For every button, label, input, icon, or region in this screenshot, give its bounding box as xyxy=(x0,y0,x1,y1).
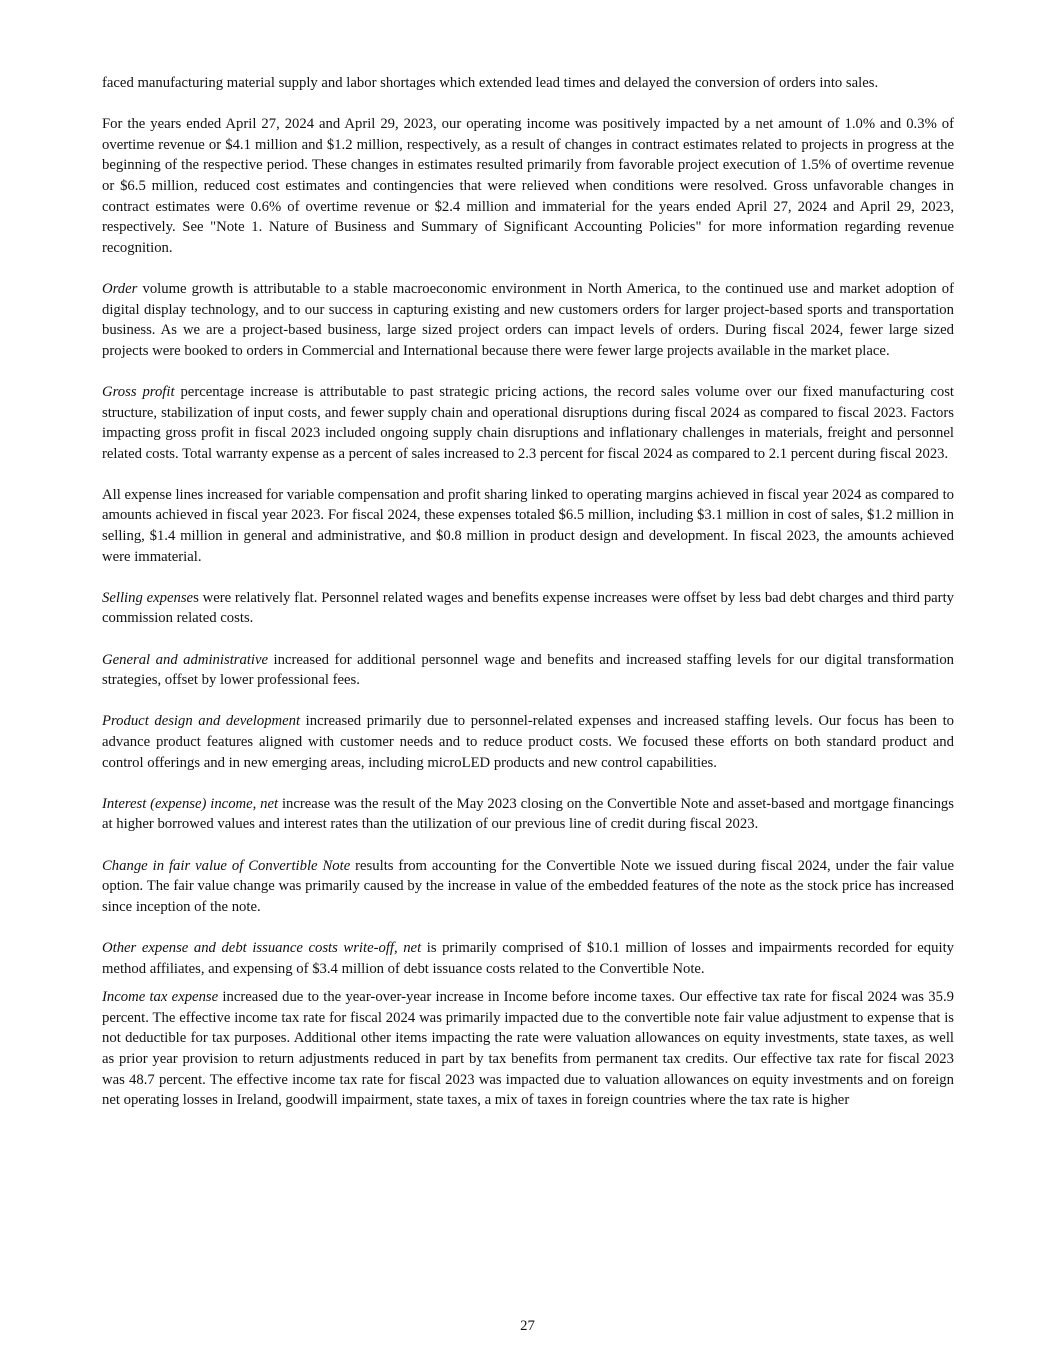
paragraph-interest xyxy=(102,794,954,835)
paragraph-text: increased due to the year-over-year increase in Income before income taxes. Our effective tax rate for fiscal 2024 was 35.9 percent. The effective income tax rate for fiscal 2024 was primarily impacted due to the convertible note fair value adjustment to expense that is not deductible for tax purposes. Additional other items impacting the rate were valuation allowances on equity investments, state taxes, as well as prior year provision to return adjustments reduced in part by tax benefits from permanent tax credits. Our effective tax rate for fiscal 2023 was 48.7 percent. The effective income tax rate for fiscal 2023 was impacted due to valuation allowances on equity investments and on foreign net operating losses in Ireland, goodwill impairment, state taxes, a mix of taxes in foreign countries where the tax rate is higher xyxy=(102,989,954,1109)
paragraph-text: is primarily comprised of $10.1 million of losses and impairments recorded for equity method affiliates, and expensing of $3.4 million of debt issuance costs related to the Convertible Note. xyxy=(102,939,954,977)
paragraph-selling-expenses xyxy=(102,588,954,629)
paragraph-general-administrative xyxy=(102,650,954,691)
paragraph-lead-term: General and administrative xyxy=(102,651,269,668)
paragraph-order xyxy=(102,279,954,361)
paragraph-lead-term: Other expense and debt issuance costs write-off, net xyxy=(102,939,422,956)
paragraph-text: increase was the result of the May 2023 closing on the Convertible Note and asset-based and mortgage financings at higher borrowed values and interest rates than the utilization of our previous line of credit during fiscal 2023. xyxy=(102,795,954,833)
paragraph-text: percentage increase is attributable to past strategic pricing actions, the record sales volume over our fixed manufacturing cost structure, stabilization of input costs, and fewer supply chain and operational disruptions during fiscal 2024 as compared to fiscal 2023. Factors impacting gross profit in fiscal 2023 included ongoing supply chain disruptions and inflationary challenges in materials, freight and personnel related costs. Total warranty expense as a percent of sales increased to 2.3 percent for fiscal 2024 as compared to 2.1 percent during fiscal 2023. xyxy=(102,383,955,462)
paragraph-contract-estimates xyxy=(102,114,954,258)
paragraph-variable-compensation xyxy=(102,485,954,567)
paragraph-lead-term: Selling expense xyxy=(102,589,194,606)
paragraph-lead-term: Interest (expense) income, net xyxy=(102,795,279,812)
paragraph-text: increased primarily due to personnel-related expenses and increased staffing levels. Our focus has been to advance product features aligned with customer needs and to reduce product costs. We focused these efforts on both standard product and control offerings and in new emerging areas, including microLED products and new control capabilities. xyxy=(102,713,955,771)
paragraph-lead-term: Product design and development xyxy=(102,713,301,730)
paragraph-product-design xyxy=(102,711,954,773)
page-number: 27 xyxy=(520,1318,535,1334)
paragraph-text: All expense lines increased for variable compensation and profit sharing linked to operating margins achieved in fiscal year 2024 as compared to amounts achieved in fiscal year 2023. For fiscal 2024, these expenses totaled $6.5 million, including $3.1 million in cost of sales, $1.2 million in selling, $1.4 million in general and administrative, and $0.8 million in product design and development. In fiscal 2023, the amounts achieved were immaterial. xyxy=(102,486,954,565)
paragraph-supply-shortages xyxy=(102,73,954,94)
paragraph-text: For the years ended April 27, 2024 and April 29, 2023, our operating income was positively impacted by a net amount of 1.0% and 0.3% of overtime revenue or $4.1 million and $1.2 million, respectively, as a result of changes in contract estimates related to projects in progress at the beginning of the respective period. These changes in estimates resulted primarily from favorable project execution of 1.5% of overtime revenue or $6.5 million, reduced cost estimates and contingencies that were relieved when conditions were resolved. Gross unfavorable changes in contract estimates were 0.6% of overtime revenue or $2.4 million and immaterial for the years ended April 27, 2024 and April 29, 2023, respectively. See "Note 1. Nature of Business and Summary of Significant Accounting Policies" for more information regarding revenue recognition. xyxy=(102,116,954,256)
paragraph-text: s were relatively flat. Personnel related wages and benefits expense increases were offset by less bad debt charges and third party commission related costs. xyxy=(102,589,954,627)
paragraph-lead-term: Order xyxy=(102,280,138,297)
paragraph-text: volume growth is attributable to a stable macroeconomic environment in North America, to the continued use and market adoption of digital display technology, and to our success in capturing existing and new customers orders for larger project-based sports and transportation business. As we are a project-based business, large sized project orders can impact levels of orders. During fiscal 2024, fewer large sized projects were booked to orders in Commercial and International because there were fewer large projects available in the market place. xyxy=(102,280,954,359)
paragraph-income-tax xyxy=(102,987,954,1111)
paragraph-text: faced manufacturing material supply and labor shortages which extended lead times and delayed the conversion of orders into sales. xyxy=(102,75,879,91)
paragraph-text: results from accounting for the Convertible Note we issued during fiscal 2024, under the fair value option. The fair value change was primarily caused by the increase in value of the embedded features of the note as the stock price has increased since inception of the note. xyxy=(102,857,954,915)
paragraph-gross-profit xyxy=(102,382,954,464)
paragraph-other-expense xyxy=(102,938,954,979)
paragraph-lead-term: Gross profit xyxy=(102,383,175,400)
paragraph-lead-term: Income tax expense xyxy=(102,989,219,1006)
document-body xyxy=(102,73,954,1131)
paragraph-lead-term: Change in fair value of Convertible Note xyxy=(102,857,351,874)
paragraph-text: increased for additional personnel wage and benefits and increased staffing levels for our digital transformation strategies, offset by lower professional fees. xyxy=(102,651,955,689)
paragraph-convertible-note xyxy=(102,856,954,918)
